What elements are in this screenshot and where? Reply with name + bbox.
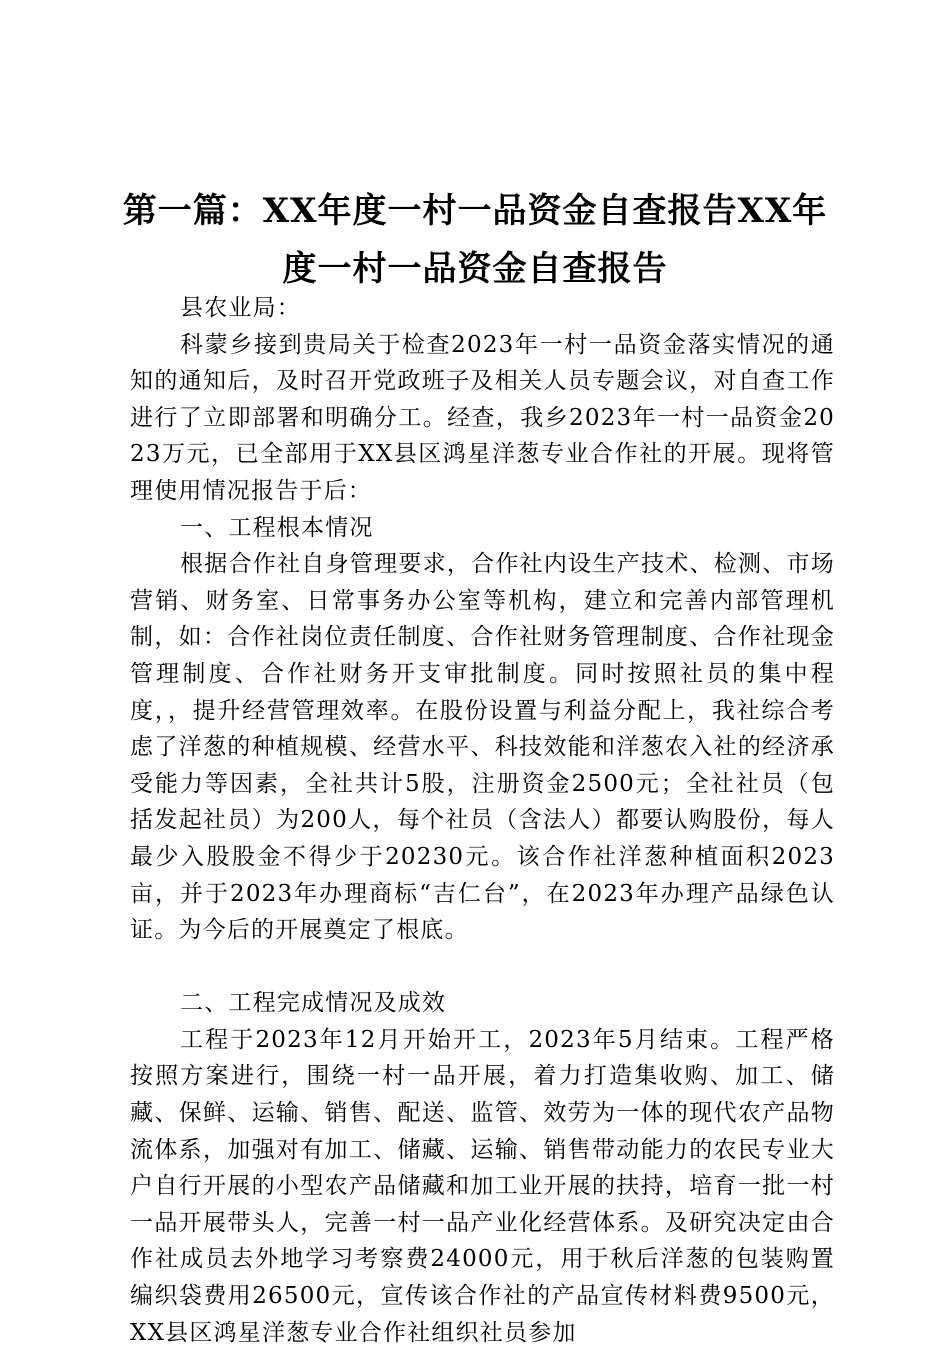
paragraph-intro: 科蒙乡接到贵局关于检查2023年一村一品资金落实情况的通知的通知后，及时召开党政班子及相关人员专题会议，对自查工作进行了立即部署和明确分工。经查，我乡2023年一村一品资金2023万元，已全部用于XX县区鸿星洋葱专业合作社的开展。现将管理使用情况报告于后： [130,331,835,504]
section-heading-1: 一、工程根本情况 [180,514,374,541]
paragraph-spacer [130,949,835,986]
document-body [130,290,835,1351]
paragraph-project-overview: 根据合作社自身管理要求，合作社内设生产技术、检测、市场营销、财务室、日常事务办公室等机构，建立和完善内部管理机制，如：合作社岗位责任制度、合作社财务管理制度、合作社现金管理制度、合作社财务开支审批制度。同时按照社员的集中程度，，提升经营管理效率。在股份设置与利益分配上，我社综合考虑了洋葱的种植规模、经营水平、科技效能和洋葱农入社的经济承受能力等因素，全社共计5股，注册资金2500元；全社社员（包括发起社员）为200人，每个社员（含法人）都要认购股份，每人最少入股股金不得少于20230元。该合作社洋葱种植面积2023亩，并于2023年办理商标“吉仁台”，在2023年办理产品绿色认证。为今后的开展奠定了根底。 [130,551,835,944]
salutation: 县农业局： [180,295,301,321]
document-title: 第一篇：XX年度一村一品资金自查报告XX年度一村一品资金自查报告 [122,191,828,289]
paragraph-project-completion: 工程于2023年12月开始开工，2023年5月结束。工程严格按照方案进行，围绕一村一品开展，着力打造集收购、加工、储藏、保鲜、运输、销售、配送、监管、效劳为一体的现代农产品物流体系，加强对有加工、储藏、运输、销售带动能力的农民专业大户自行开展的小型农产品储藏和加工业开展的扶持，培育一批一村一品开展带头人，完善一村一品产业化经营体系。及研究决定由合作社成员去外地学习考察费24000元，用于秋后洋葱的包装购置编织袋费用26500元，宣传该合作社的产品宣传材料费9500元，XX县区鸿星洋葱专业合作社组织社员参加 [130,1026,835,1346]
section-heading-2: 二、工程完成情况及成效 [180,990,447,1017]
